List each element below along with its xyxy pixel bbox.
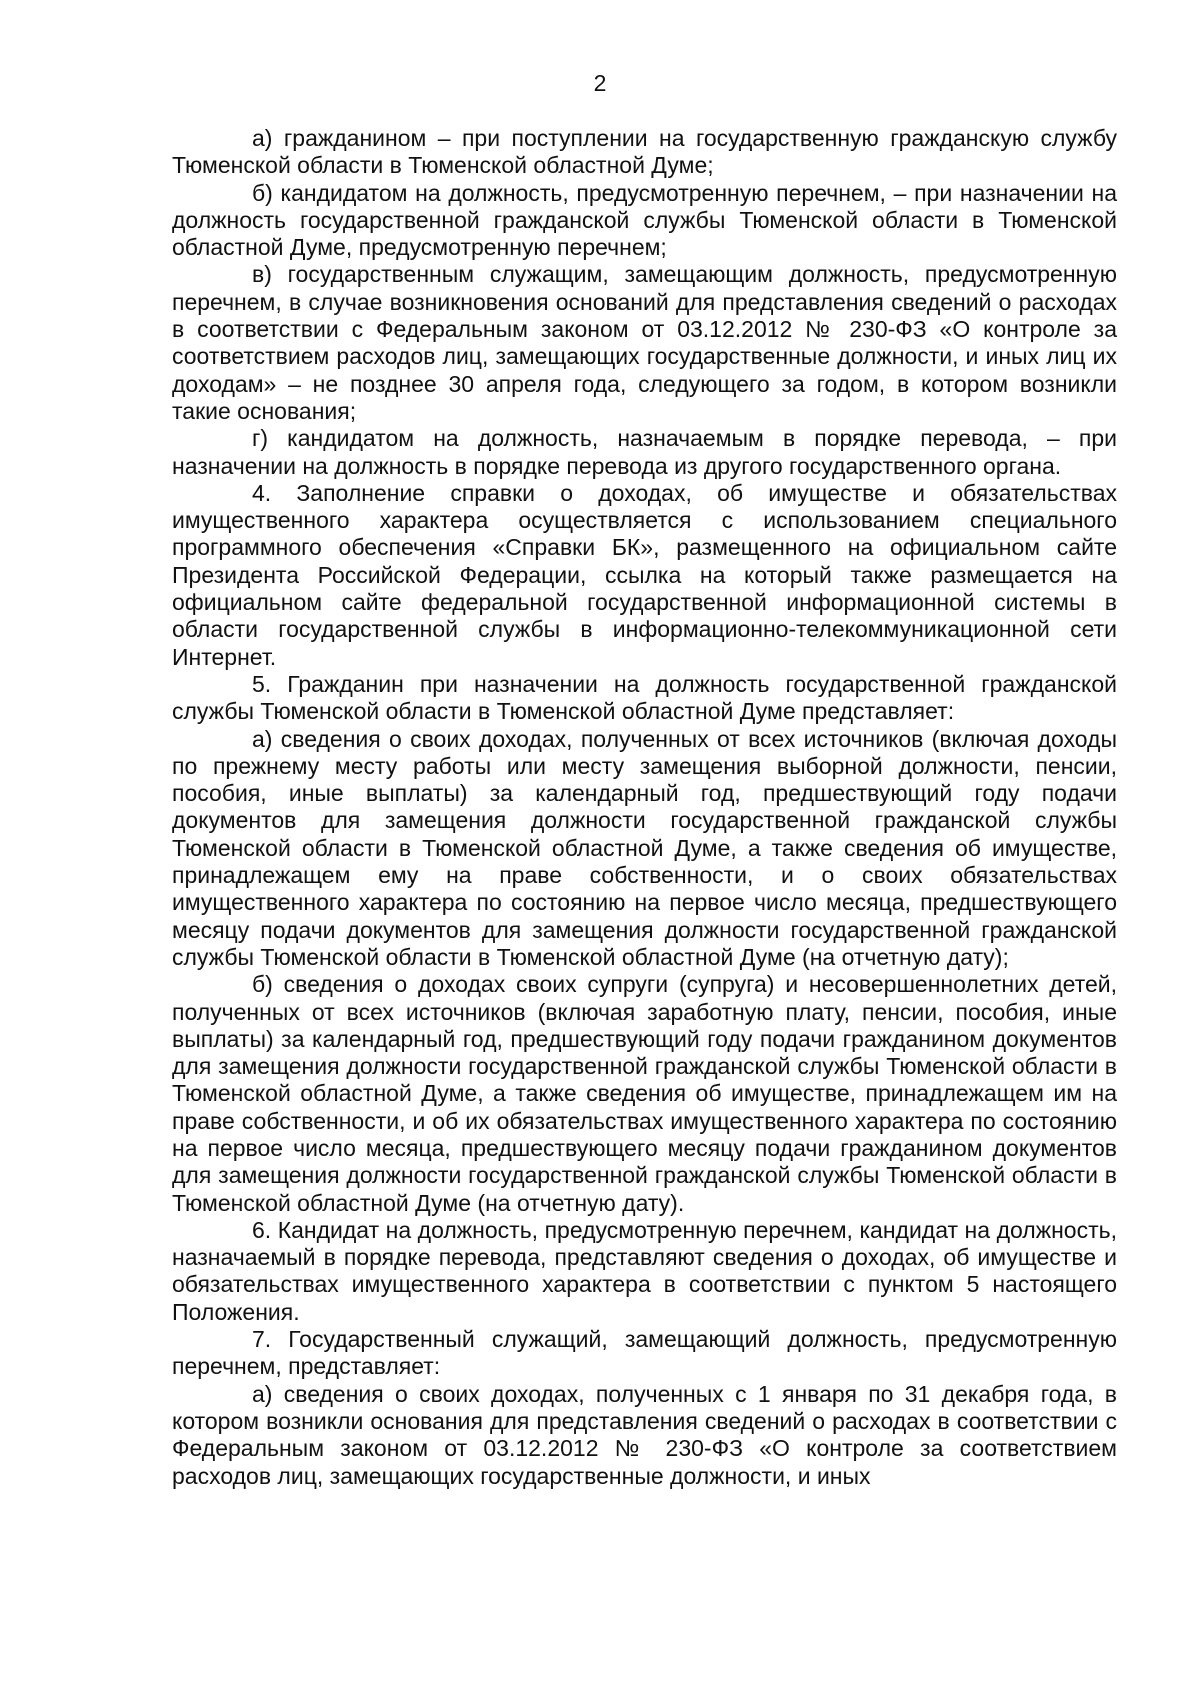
page-number: 2 <box>593 70 607 96</box>
paragraph-7-civil-servant-submits: 7. Государственный служащий, замещающий должность, предусмотренную перечнем, представляет: <box>172 1326 1117 1380</box>
paragraph-5b-family-income: б) сведения о доходах своих супруги (супруга) и несовершеннолетних детей, полученных от всех источников (включая заработную плату, пенсии, пособия, иные выплаты) за календарный год, предшествующий году подачи гражданином документов для замещения должности государственной гражданской службы Тюменской области в Тюменской областной Думе, а также сведения об имуществе, принадлежащем им на праве собственности, и об их обязательствах имущественного характера по состоянию на первое число месяца, предшествующего месяцу подачи гражданином документов для замещения должности государственной гражданской службы Тюменской области в Тюменской областной Думе (на отчетную дату). <box>172 971 1117 1216</box>
paragraph-4-filling-form: 4. Заполнение справки о доходах, об имуществе и обязательствах имущественного характера осуществляется с использованием специального программного обеспечения «Справки БК», размещенного на официальном сайте Президента Российской Федерации, ссылка на который также размещается на официальном сайте федеральной государственной информационной системы в области государственной службы в информационно-телекоммуникационной сети Интернет. <box>172 479 1117 670</box>
paragraph-item-v-civil-servant: в) государственным служащим, замещающим должность, предусмотренную перечнем, в случае возникновения оснований для представления сведений о расходах в соответствии с Федеральным законом от 03.12.2012 № 230-ФЗ «О контроле за соответствием расходов лиц, замещающих государственные должности, и иных лиц их доходам» – не позднее 30 апреля года, следующего за годом, в котором возникли такие основания; <box>172 261 1117 424</box>
paragraph-item-a-citizen: а) гражданином – при поступлении на государственную гражданскую службу Тюменской области в Тюменской областной Думе; <box>172 125 1117 179</box>
document-body <box>172 125 1117 1490</box>
paragraph-5a-own-income: а) сведения о своих доходах, полученных от всех источников (включая доходы по прежнему месту работы или месту замещения выборной должности, пенсии, пособия, иные выплаты) за календарный год, предшествующий году подачи документов для замещения должности государственной гражданской службы Тюменской области в Тюменской областной Думе, а также сведения об имуществе, принадлежащем ему на праве собственности, и о своих обязательствах имущественного характера по состоянию на первое число месяца, предшествующего месяцу подачи документов для замещения должности государственной гражданской службы Тюменской области в Тюменской областной Думе (на отчетную дату); <box>172 725 1117 970</box>
paragraph-6-candidate: 6. Кандидат на должность, предусмотренную перечнем, кандидат на должность, назначаемый в порядке перевода, представляют сведения о доходах, об имуществе и обязательствах имущественного характера в соответствии с пунктом 5 настоящего Положения. <box>172 1216 1117 1325</box>
paragraph-item-g-transfer-candidate: г) кандидатом на должность, назначаемым в порядке перевода, – при назначении на должность в порядке перевода из другого государственного органа. <box>172 425 1117 479</box>
paragraph-item-b-candidate: б) кандидатом на должность, предусмотренную перечнем, – при назначении на должность государственной гражданской службы Тюменской области в Тюменской областной Думе, предусмотренную перечнем; <box>172 179 1117 261</box>
paragraph-7a-own-income: а) сведения о своих доходах, полученных с 1 января по 31 декабря года, в котором возникли основания для представления сведений о расходах в соответствии с Федеральным законом от 03.12.2012 № 230-ФЗ «О контроле за соответствием расходов лиц, замещающих государственные должности, и иных <box>172 1380 1117 1489</box>
paragraph-5-citizen-submits: 5. Гражданин при назначении на должность государственной гражданской службы Тюменской области в Тюменской областной Думе представляет: <box>172 670 1117 725</box>
